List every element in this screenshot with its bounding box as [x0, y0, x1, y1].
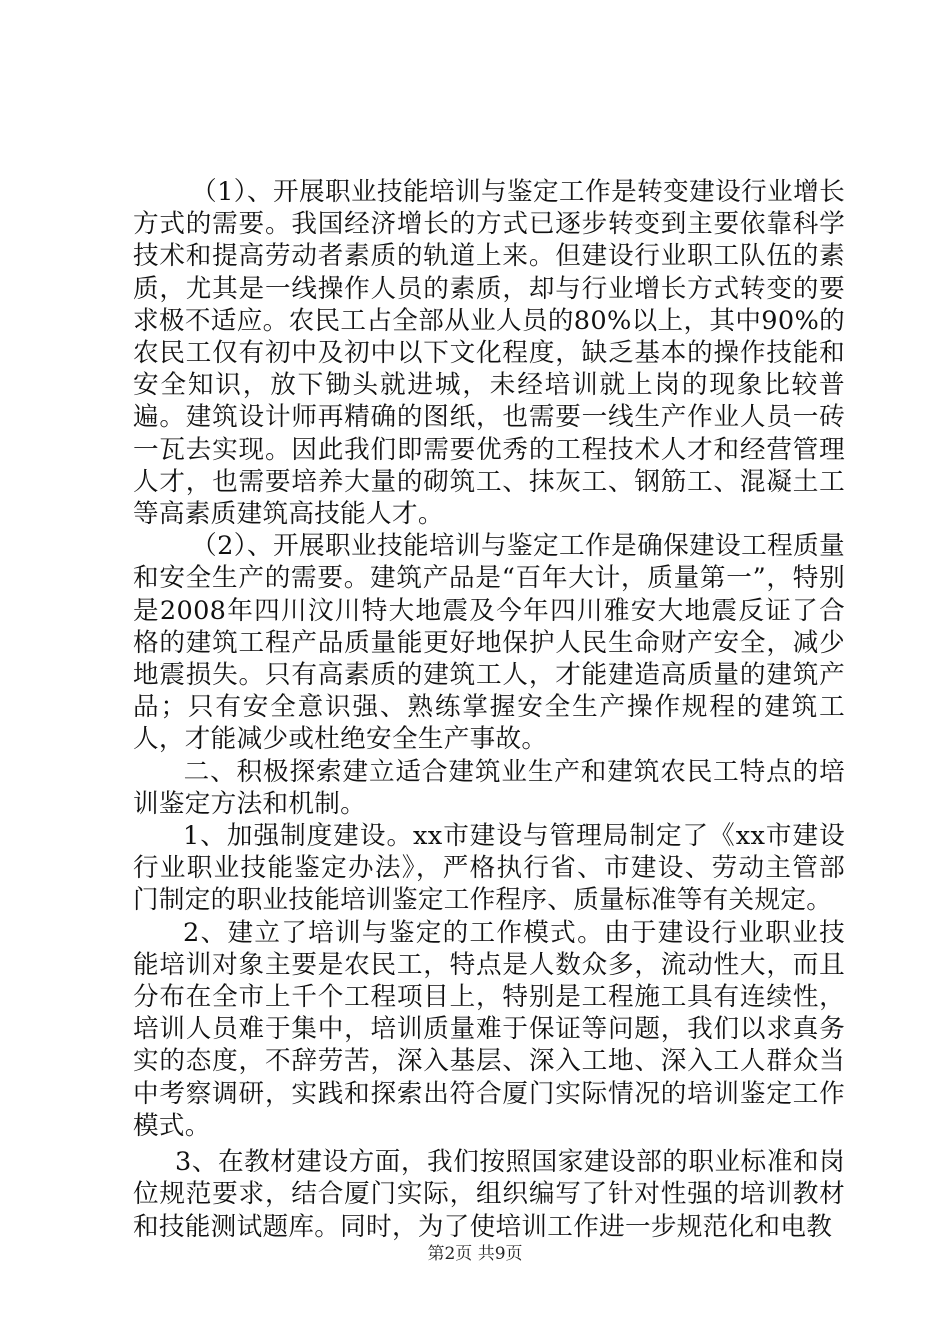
paragraph-text: （1）、开展职业技能培训与鉴定工作是转变建设行业增长方式的需要。我国经济增长的方式已逐步转变到主要依靠科学技术和提高劳动者素质的轨道上来。但建设行业职工队伍的素质，尤其是一线操作人员的素质，却与行业增长方式转变的要求极不适应。农民工占全部从业人员的80%以上，其中90%的农民工仅有初中及初中以下文化程度，缺乏基本的操作技能和安全知识，放下锄头就进城，未经培训就上岗的现象比较普遍。建筑设计师再精确的图纸，也需要一线生产作业人员一砖一瓦去实现。因此我们即需要优秀的工程技术人才和经营管理人才，也需要培养大量的砌筑工、抹灰工、钢筋工、混凝土工等高素质建筑高技能人才。	[133, 177, 845, 530]
document-body	[133, 176, 845, 1243]
paragraph-text: 3、在教材建设方面，我们按照国家建设部的职业标准和岗位规范要求，结合厦门实际，组织编写了针对性强的培训教材和技能测试题库。同时，为了使培训工作进一步规范化和电教	[133, 1147, 845, 1242]
paragraph-5	[133, 1146, 845, 1243]
page-footer	[0, 1244, 950, 1264]
paragraph-3	[133, 820, 845, 917]
paragraph-4	[133, 917, 845, 1142]
paragraph-1	[133, 176, 845, 530]
page-number-label: 第2页 共9页	[427, 1244, 523, 1264]
paragraph-text: 2、建立了培训与鉴定的工作模式。由于建设行业职业技能培训对象主要是农民工，特点是人数众多，流动性大，而且分布在全市上千个工程项目上，特别是工程施工具有连续性，培训人员难于集中，培训质量难于保证等问题，我们以求真务实的态度，不辞劳苦，深入基层、深入工地、深入工人群众当中考察调研，实践和探索出符合厦门实际情况的培训鉴定工作模式。	[133, 917, 845, 1141]
section-heading-text: 二、积极探索建立适合建筑业生产和建筑农民工特点的培训鉴定方法和机制。	[133, 756, 845, 819]
paragraph-2	[133, 530, 845, 755]
paragraph-text: （2）、开展职业技能培训与鉴定工作是确保建设工程质量和安全生产的需要。建筑产品是“百年大计，质量第一”，特别是2008年四川汶川特大地震及今年四川雅安大地震反证了合格的建筑工程产品质量能更好地保护人民生命财产安全，减少地震损失。只有高素质的建筑工人，才能建造高质量的建筑产品；只有安全意识强、熟练掌握安全生产操作规程的建筑工人，才能减少或杜绝安全生产事故。	[133, 531, 845, 755]
section-heading	[133, 756, 845, 820]
paragraph-text: 1、加强制度建设。xx市建设与管理局制定了《xx市建设行业职业技能鉴定办法》，严格执行省、市建设、劳动主管部门制定的职业技能培训鉴定工作程序、质量标准等有关规定。	[133, 821, 845, 916]
